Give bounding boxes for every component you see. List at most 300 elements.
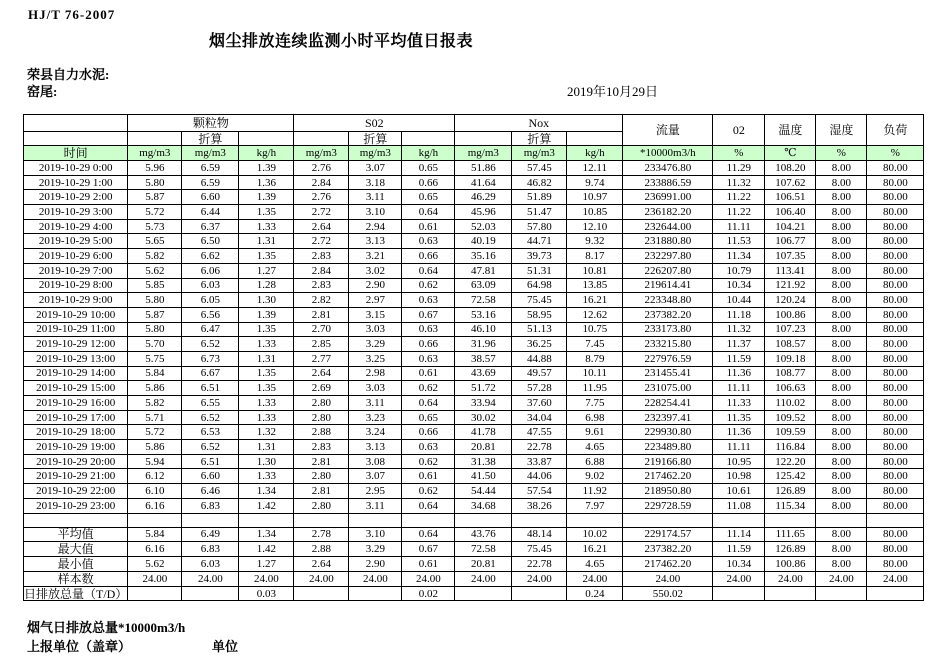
table-row	[24, 498, 924, 513]
value-cell: 11.59	[713, 351, 765, 366]
value-cell: 219166.80	[623, 454, 713, 469]
value-cell: 3.07	[349, 161, 402, 176]
value-cell: 7.45	[567, 337, 623, 352]
value-cell: 12.62	[567, 307, 623, 322]
table-row	[24, 278, 924, 293]
table-row	[24, 337, 924, 352]
value-cell: 106.51	[765, 190, 816, 205]
time-cell: 2019-10-29 19:00	[24, 440, 128, 455]
time-cell: 2019-10-29 8:00	[24, 278, 128, 293]
value-cell: 2.80	[294, 498, 349, 513]
value-cell: 1.31	[239, 440, 294, 455]
blank-cell	[455, 132, 512, 146]
value-cell: 38.57	[455, 351, 512, 366]
value-cell: 1.28	[239, 278, 294, 293]
time-cell: 2019-10-29 4:00	[24, 219, 128, 234]
value-cell: 34.04	[512, 410, 567, 425]
value-cell: 237382.20	[623, 542, 713, 557]
blank-cell	[816, 513, 867, 527]
time-cell: 2019-10-29 6:00	[24, 249, 128, 264]
unit-cell: *10000m3/h	[623, 146, 713, 161]
table-row	[24, 440, 924, 455]
table-row	[24, 161, 924, 176]
value-cell: 2.88	[294, 425, 349, 440]
value-cell: 0.66	[402, 425, 455, 440]
value-cell: 80.00	[867, 337, 924, 352]
value-cell: 3.18	[349, 175, 402, 190]
time-header-cell: 时间	[24, 146, 128, 161]
value-cell: 36.25	[512, 337, 567, 352]
value-cell: 80.00	[867, 469, 924, 484]
value-cell: 0.62	[402, 484, 455, 499]
value-cell: 107.62	[765, 175, 816, 190]
blank-cell	[567, 132, 623, 146]
value-cell: 11.37	[713, 337, 765, 352]
value-cell: 3.29	[349, 542, 402, 557]
summary-label-cell: 日排放总量（T/D）	[24, 586, 128, 601]
value-cell: 6.06	[182, 263, 239, 278]
value-cell: 3.23	[349, 410, 402, 425]
value-cell: 2.78	[294, 527, 349, 542]
value-cell: 3.13	[349, 234, 402, 249]
value-cell: 231075.00	[623, 381, 713, 396]
standard-code: HJ/T 76-2007	[28, 7, 116, 22]
value-cell: 3.29	[349, 337, 402, 352]
value-cell: 6.05	[182, 293, 239, 308]
value-cell: 24.00	[182, 571, 239, 586]
value-cell: 1.33	[239, 337, 294, 352]
value-cell: 8.00	[816, 396, 867, 411]
value-cell: 80.00	[867, 557, 924, 572]
value-cell: 31.96	[455, 337, 512, 352]
value-cell: 6.16	[128, 498, 182, 513]
value-cell: 6.55	[182, 396, 239, 411]
value-cell: 0.62	[402, 454, 455, 469]
value-cell: 11.33	[713, 396, 765, 411]
value-cell: 232297.80	[623, 249, 713, 264]
unit-cell: kg/h	[567, 146, 623, 161]
value-cell: 1.35	[239, 381, 294, 396]
unit-label: 单位	[212, 639, 239, 654]
value-cell: 44.71	[512, 234, 567, 249]
value-cell: 22.78	[512, 440, 567, 455]
time-cell: 2019-10-29 12:00	[24, 337, 128, 352]
blank-cell	[713, 513, 765, 527]
value-cell: 1.35	[239, 249, 294, 264]
value-cell: 9.74	[567, 175, 623, 190]
spacer-row	[24, 513, 924, 527]
value-cell: 111.65	[765, 527, 816, 542]
value-cell: 6.37	[182, 219, 239, 234]
value-cell: 53.16	[455, 307, 512, 322]
value-cell: 80.00	[867, 293, 924, 308]
table-row	[24, 307, 924, 322]
value-cell: 5.87	[128, 307, 182, 322]
value-cell: 11.29	[713, 161, 765, 176]
value-cell: 1.34	[239, 484, 294, 499]
value-cell: 24.00	[713, 571, 765, 586]
value-cell: 107.23	[765, 322, 816, 337]
value-cell: 80.00	[867, 322, 924, 337]
value-cell: 16.21	[567, 542, 623, 557]
page-title: 烟尘排放连续监测小时平均值日报表	[209, 33, 474, 50]
value-cell: 11.53	[713, 234, 765, 249]
value-cell: 80.00	[867, 498, 924, 513]
column-header-cell: 湿度	[816, 115, 867, 146]
value-cell: 3.11	[349, 498, 402, 513]
value-cell: 2.95	[349, 484, 402, 499]
table-row	[24, 219, 924, 234]
value-cell: 219614.41	[623, 278, 713, 293]
value-cell: 116.84	[765, 440, 816, 455]
value-cell: 109.18	[765, 351, 816, 366]
value-cell: 52.03	[455, 219, 512, 234]
value-cell: 2.64	[294, 557, 349, 572]
value-cell: 0.61	[402, 557, 455, 572]
value-cell: 0.64	[402, 498, 455, 513]
summary-label-cell: 最小值	[24, 557, 128, 572]
value-cell: 6.67	[182, 366, 239, 381]
value-cell: 4.65	[567, 557, 623, 572]
table-row	[24, 322, 924, 337]
value-cell: 5.62	[128, 557, 182, 572]
value-cell: 2.76	[294, 161, 349, 176]
summary-row	[24, 557, 924, 572]
value-cell: 6.52	[182, 410, 239, 425]
value-cell: 5.80	[128, 175, 182, 190]
table-row	[24, 175, 924, 190]
value-cell: 11.32	[713, 175, 765, 190]
value-cell: 12.11	[567, 161, 623, 176]
blank-cell	[294, 132, 349, 146]
unit-cell: ℃	[765, 146, 816, 161]
time-cell: 2019-10-29 11:00	[24, 322, 128, 337]
value-cell: 0.62	[402, 381, 455, 396]
value-cell	[182, 586, 239, 601]
value-cell: 44.06	[512, 469, 567, 484]
value-cell: 3.02	[349, 263, 402, 278]
value-cell: 2.90	[349, 557, 402, 572]
value-cell: 54.44	[455, 484, 512, 499]
value-cell: 233173.80	[623, 322, 713, 337]
value-cell: 6.46	[182, 484, 239, 499]
value-cell: 1.30	[239, 293, 294, 308]
value-cell: 80.00	[867, 161, 924, 176]
value-cell: 3.10	[349, 205, 402, 220]
value-cell: 10.44	[713, 293, 765, 308]
value-cell: 58.95	[512, 307, 567, 322]
value-cell: 232397.41	[623, 410, 713, 425]
value-cell: 0.03	[239, 586, 294, 601]
value-cell: 80.00	[867, 234, 924, 249]
table-row	[24, 205, 924, 220]
summary-label-cell: 最大值	[24, 542, 128, 557]
value-cell: 0.66	[402, 337, 455, 352]
value-cell: 2.81	[294, 307, 349, 322]
flue-gas-total-label: 烟气日排放总量*10000m3/h	[27, 620, 186, 635]
reporting-unit-label: 上报单位（盖章）	[27, 639, 132, 654]
blank-cell	[867, 513, 924, 527]
value-cell: 24.00	[512, 571, 567, 586]
unit-cell: kg/h	[239, 146, 294, 161]
value-cell: 57.54	[512, 484, 567, 499]
value-cell: 1.33	[239, 469, 294, 484]
value-cell: 1.31	[239, 351, 294, 366]
value-cell: 0.65	[402, 190, 455, 205]
value-cell: 8.79	[567, 351, 623, 366]
value-cell: 11.95	[567, 381, 623, 396]
value-cell: 6.49	[182, 527, 239, 542]
table-row	[24, 469, 924, 484]
blank-cell	[128, 513, 182, 527]
value-cell: 2.90	[349, 278, 402, 293]
unit-cell: %	[867, 146, 924, 161]
group-header-cell: Nox	[455, 115, 623, 132]
value-cell: 108.77	[765, 366, 816, 381]
value-cell	[294, 586, 349, 601]
time-cell: 2019-10-29 18:00	[24, 425, 128, 440]
value-cell: 229930.80	[623, 425, 713, 440]
value-cell: 51.47	[512, 205, 567, 220]
value-cell: 5.84	[128, 366, 182, 381]
value-cell: 11.11	[713, 440, 765, 455]
value-cell: 10.61	[713, 484, 765, 499]
value-cell: 49.57	[512, 366, 567, 381]
value-cell	[128, 586, 182, 601]
time-cell: 2019-10-29 21:00	[24, 469, 128, 484]
table-row	[24, 425, 924, 440]
value-cell: 57.80	[512, 219, 567, 234]
value-cell: 1.35	[239, 322, 294, 337]
value-cell: 6.52	[182, 440, 239, 455]
value-cell: 8.00	[816, 440, 867, 455]
value-cell: 24.00	[765, 571, 816, 586]
value-cell: 8.00	[816, 410, 867, 425]
table-row	[24, 484, 924, 499]
unit-cell: %	[713, 146, 765, 161]
blank-cell	[765, 513, 816, 527]
value-cell: 8.00	[816, 542, 867, 557]
value-cell: 10.85	[567, 205, 623, 220]
unit-cell: mg/m3	[182, 146, 239, 161]
report-date: 2019年10月29日	[567, 84, 659, 99]
value-cell: 109.52	[765, 410, 816, 425]
value-cell: 106.63	[765, 381, 816, 396]
header-row-groups	[24, 115, 924, 132]
value-cell: 8.00	[816, 351, 867, 366]
value-cell: 80.00	[867, 278, 924, 293]
value-cell: 80.00	[867, 440, 924, 455]
value-cell: 1.32	[239, 425, 294, 440]
value-cell: 3.15	[349, 307, 402, 322]
value-cell: 1.39	[239, 161, 294, 176]
value-cell: 8.00	[816, 234, 867, 249]
value-cell: 121.92	[765, 278, 816, 293]
value-cell: 0.61	[402, 469, 455, 484]
value-cell: 72.58	[455, 542, 512, 557]
value-cell: 80.00	[867, 396, 924, 411]
value-cell: 6.03	[182, 278, 239, 293]
blank-cell	[402, 132, 455, 146]
column-header-cell: 02	[713, 115, 765, 146]
value-cell: 16.21	[567, 293, 623, 308]
value-cell: 41.50	[455, 469, 512, 484]
time-cell: 2019-10-29 14:00	[24, 366, 128, 381]
unit-cell: kg/h	[402, 146, 455, 161]
value-cell: 0.64	[402, 205, 455, 220]
time-cell: 2019-10-29 7:00	[24, 263, 128, 278]
value-cell: 11.36	[713, 366, 765, 381]
value-cell	[713, 586, 765, 601]
value-cell: 6.47	[182, 322, 239, 337]
value-cell: 10.11	[567, 366, 623, 381]
value-cell: 8.00	[816, 175, 867, 190]
value-cell: 106.77	[765, 234, 816, 249]
value-cell: 10.97	[567, 190, 623, 205]
table-body	[24, 161, 924, 601]
value-cell: 80.00	[867, 205, 924, 220]
value-cell: 106.40	[765, 205, 816, 220]
value-cell: 0.66	[402, 175, 455, 190]
value-cell: 3.11	[349, 190, 402, 205]
value-cell: 2.81	[294, 484, 349, 499]
value-cell: 8.00	[816, 366, 867, 381]
value-cell: 0.63	[402, 351, 455, 366]
table-row	[24, 381, 924, 396]
blank-cell	[24, 513, 128, 527]
value-cell: 109.59	[765, 425, 816, 440]
time-cell: 2019-10-29 0:00	[24, 161, 128, 176]
value-cell: 2.81	[294, 454, 349, 469]
value-cell: 5.94	[128, 454, 182, 469]
value-cell	[816, 586, 867, 601]
value-cell: 33.87	[512, 454, 567, 469]
blank-cell	[182, 513, 239, 527]
value-cell: 80.00	[867, 527, 924, 542]
value-cell: 1.34	[239, 527, 294, 542]
blank-cell	[623, 513, 713, 527]
value-cell: 2.84	[294, 175, 349, 190]
value-cell: 217462.20	[623, 469, 713, 484]
value-cell: 229174.57	[623, 527, 713, 542]
blank-cell	[294, 513, 349, 527]
converted-header-cell: 折算	[349, 132, 402, 146]
value-cell: 2.85	[294, 337, 349, 352]
value-cell	[512, 586, 567, 601]
value-cell: 2.72	[294, 205, 349, 220]
value-cell: 24.00	[349, 571, 402, 586]
value-cell: 3.03	[349, 322, 402, 337]
value-cell: 80.00	[867, 425, 924, 440]
value-cell: 10.95	[713, 454, 765, 469]
value-cell: 33.94	[455, 396, 512, 411]
header-row-units	[24, 146, 924, 161]
report-table	[23, 114, 924, 601]
value-cell	[765, 586, 816, 601]
time-cell: 2019-10-29 15:00	[24, 381, 128, 396]
value-cell: 80.00	[867, 175, 924, 190]
value-cell: 0.02	[402, 586, 455, 601]
value-cell: 1.30	[239, 454, 294, 469]
value-cell: 0.67	[402, 542, 455, 557]
value-cell: 11.59	[713, 542, 765, 557]
value-cell: 2.83	[294, 249, 349, 264]
value-cell: 41.64	[455, 175, 512, 190]
value-cell: 7.75	[567, 396, 623, 411]
value-cell: 218950.80	[623, 484, 713, 499]
value-cell: 231455.41	[623, 366, 713, 381]
value-cell: 2.83	[294, 440, 349, 455]
value-cell: 64.98	[512, 278, 567, 293]
value-cell: 236991.00	[623, 190, 713, 205]
value-cell: 2.98	[349, 366, 402, 381]
value-cell: 5.72	[128, 205, 182, 220]
value-cell: 8.00	[816, 425, 867, 440]
value-cell: 2.80	[294, 410, 349, 425]
value-cell: 0.64	[402, 396, 455, 411]
value-cell: 8.00	[816, 557, 867, 572]
value-cell: 5.96	[128, 161, 182, 176]
summary-row	[24, 571, 924, 586]
value-cell: 80.00	[867, 410, 924, 425]
value-cell: 5.75	[128, 351, 182, 366]
value-cell: 63.09	[455, 278, 512, 293]
value-cell: 22.78	[512, 557, 567, 572]
group-header-cell: S02	[294, 115, 455, 132]
value-cell: 11.34	[713, 249, 765, 264]
value-cell: 13.85	[567, 278, 623, 293]
value-cell: 6.56	[182, 307, 239, 322]
value-cell: 20.81	[455, 557, 512, 572]
value-cell: 227976.59	[623, 351, 713, 366]
value-cell: 46.29	[455, 190, 512, 205]
value-cell: 6.16	[128, 542, 182, 557]
value-cell: 223489.80	[623, 440, 713, 455]
table-row	[24, 410, 924, 425]
value-cell: 100.86	[765, 557, 816, 572]
value-cell: 2.80	[294, 469, 349, 484]
unit-cell: %	[816, 146, 867, 161]
value-cell: 2.80	[294, 396, 349, 411]
time-cell: 2019-10-29 5:00	[24, 234, 128, 249]
value-cell: 10.98	[713, 469, 765, 484]
table-header	[24, 115, 924, 161]
blank-cell	[567, 513, 623, 527]
value-cell: 236182.20	[623, 205, 713, 220]
value-cell: 110.02	[765, 396, 816, 411]
value-cell: 5.82	[128, 396, 182, 411]
value-cell: 5.73	[128, 219, 182, 234]
value-cell: 31.38	[455, 454, 512, 469]
value-cell: 51.89	[512, 190, 567, 205]
value-cell: 11.18	[713, 307, 765, 322]
table-row	[24, 234, 924, 249]
value-cell: 8.00	[816, 498, 867, 513]
table-row	[24, 263, 924, 278]
value-cell: 8.00	[816, 205, 867, 220]
value-cell: 43.76	[455, 527, 512, 542]
value-cell: 113.41	[765, 263, 816, 278]
value-cell: 24.00	[623, 571, 713, 586]
value-cell: 5.72	[128, 425, 182, 440]
value-cell: 231880.80	[623, 234, 713, 249]
value-cell: 2.97	[349, 293, 402, 308]
value-cell: 10.02	[567, 527, 623, 542]
value-cell: 75.45	[512, 542, 567, 557]
value-cell: 228254.41	[623, 396, 713, 411]
value-cell: 57.28	[512, 381, 567, 396]
value-cell: 24.00	[128, 571, 182, 586]
